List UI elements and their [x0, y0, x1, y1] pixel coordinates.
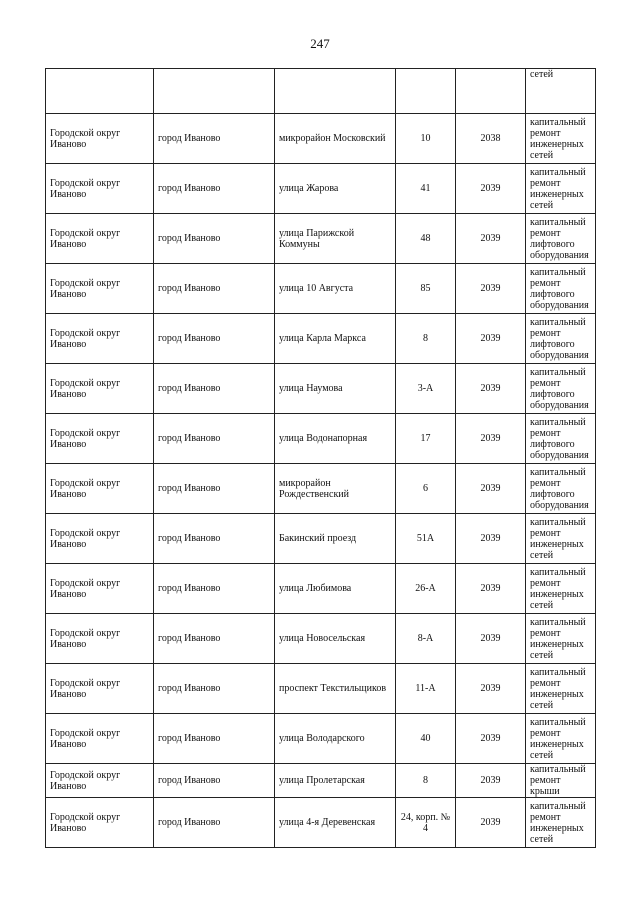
cell-municipality: Городской округ Иваново: [46, 564, 154, 614]
table-row: [46, 164, 596, 214]
cell-work-type: капитальный ремонт лифтового оборудования: [526, 464, 596, 514]
cell-year: 2039: [456, 364, 526, 414]
cell-settlement: город Иваново: [154, 314, 275, 364]
cell-settlement: город Иваново: [154, 614, 275, 664]
cell-house: 11-А: [396, 664, 456, 714]
cell-year: 2039: [456, 614, 526, 664]
cell-year: 2039: [456, 514, 526, 564]
cell-house: 6: [396, 464, 456, 514]
cell-municipality: Городской округ Иваново: [46, 514, 154, 564]
cell-street: проспект Текстильщиков: [275, 664, 396, 714]
cell-street: улица Парижской Коммуны: [275, 214, 396, 264]
cell-municipality: Городской округ Иваново: [46, 614, 154, 664]
cell-settlement: город Иваново: [154, 464, 275, 514]
cell-house: 48: [396, 214, 456, 264]
cell-street: микрорайон Московский: [275, 114, 396, 164]
cell-settlement: город Иваново: [154, 664, 275, 714]
cell-municipality: Городской округ Иваново: [46, 164, 154, 214]
cell-settlement: город Иваново: [154, 564, 275, 614]
cell-municipality: Городской округ Иваново: [46, 798, 154, 848]
table-row: [46, 514, 596, 564]
table-row: [46, 114, 596, 164]
cell-year: 2039: [456, 164, 526, 214]
cell-settlement: город Иваново: [154, 764, 275, 798]
cell-street: микрорайон Рождественский: [275, 464, 396, 514]
table-row: [46, 214, 596, 264]
cell-municipality: Городской округ Иваново: [46, 264, 154, 314]
cell-street: улица Жарова: [275, 164, 396, 214]
table-row: [46, 564, 596, 614]
cell-street: улица 10 Августа: [275, 264, 396, 314]
table-row: [46, 798, 596, 848]
table-row: [46, 614, 596, 664]
table-body: [46, 69, 596, 848]
cell-municipality: Городской округ Иваново: [46, 314, 154, 364]
table-row: [46, 314, 596, 364]
cell-street: Бакинский проезд: [275, 514, 396, 564]
cell-house: 8: [396, 764, 456, 798]
cell-settlement: город Иваново: [154, 264, 275, 314]
cell-year: 2039: [456, 464, 526, 514]
cell-work-type: капитальный ремонт лифтового оборудования: [526, 214, 596, 264]
cell-settlement: город Иваново: [154, 714, 275, 764]
cell-work-type: капитальный ремонт инженерных сетей: [526, 714, 596, 764]
cell-settlement: город Иваново: [154, 364, 275, 414]
table-row: [46, 464, 596, 514]
cell-street: улица Пролетарская: [275, 764, 396, 798]
table-row: [46, 764, 596, 798]
cell-year: 2039: [456, 714, 526, 764]
cell-house: 85: [396, 264, 456, 314]
table-row: [46, 414, 596, 464]
cell-work-type: сетей: [526, 69, 596, 114]
cell-year: 2039: [456, 214, 526, 264]
cell-house: 51А: [396, 514, 456, 564]
table-row: [46, 714, 596, 764]
cell-settlement: город Иваново: [154, 214, 275, 264]
cell-street: улица Володарского: [275, 714, 396, 764]
cell-street: улица 4-я Деревенская: [275, 798, 396, 848]
cell-settlement: город Иваново: [154, 514, 275, 564]
cell-year: 2038: [456, 114, 526, 164]
cell-work-type: капитальный ремонт лифтового оборудования: [526, 414, 596, 464]
cell-year: 2039: [456, 664, 526, 714]
cell-municipality: Городской округ Иваново: [46, 114, 154, 164]
cell-house: [396, 69, 456, 114]
cell-year: 2039: [456, 414, 526, 464]
cell-municipality: Городской округ Иваново: [46, 664, 154, 714]
cell-house: 17: [396, 414, 456, 464]
cell-work-type: капитальный ремонт лифтового оборудования: [526, 364, 596, 414]
cell-work-type: капитальный ремонт инженерных сетей: [526, 664, 596, 714]
cell-year: 2039: [456, 314, 526, 364]
cell-year: 2039: [456, 798, 526, 848]
cell-house: 24, корп. № 4: [396, 798, 456, 848]
cell-settlement: город Иваново: [154, 164, 275, 214]
cell-work-type: капитальный ремонт инженерных сетей: [526, 798, 596, 848]
capital-repair-table: [45, 68, 596, 848]
cell-work-type: капитальный ремонт инженерных сетей: [526, 164, 596, 214]
cell-street: улица Наумова: [275, 364, 396, 414]
table-row: [46, 264, 596, 314]
cell-house: 40: [396, 714, 456, 764]
cell-house: 8-А: [396, 614, 456, 664]
cell-settlement: город Иваново: [154, 114, 275, 164]
cell-street: улица Водонапорная: [275, 414, 396, 464]
cell-work-type: капитальный ремонт инженерных сетей: [526, 114, 596, 164]
table-row: [46, 664, 596, 714]
cell-municipality: Городской округ Иваново: [46, 414, 154, 464]
cell-house: 8: [396, 314, 456, 364]
cell-municipality: Городской округ Иваново: [46, 764, 154, 798]
table-row: [46, 364, 596, 414]
cell-settlement: город Иваново: [154, 414, 275, 464]
cell-year: 2039: [456, 764, 526, 798]
cell-work-type: капитальный ремонт инженерных сетей: [526, 614, 596, 664]
cell-settlement: город Иваново: [154, 798, 275, 848]
cell-year: [456, 69, 526, 114]
cell-work-type: капитальный ремонт лифтового оборудования: [526, 264, 596, 314]
cell-year: 2039: [456, 264, 526, 314]
cell-house: 3-А: [396, 364, 456, 414]
cell-municipality: Городской округ Иваново: [46, 214, 154, 264]
page-number: 247: [310, 36, 330, 51]
cell-municipality: Городской округ Иваново: [46, 464, 154, 514]
cell-work-type: капитальный ремонт лифтового оборудования: [526, 314, 596, 364]
cell-house: 26-А: [396, 564, 456, 614]
cell-work-type: капитальный ремонт инженерных сетей: [526, 514, 596, 564]
cell-work-type: капитальный ремонт инженерных сетей: [526, 564, 596, 614]
cell-street: [275, 69, 396, 114]
cell-municipality: Городской округ Иваново: [46, 714, 154, 764]
cell-municipality: Городской округ Иваново: [46, 364, 154, 414]
table-row-continued: [46, 69, 596, 114]
cell-street: улица Новосельская: [275, 614, 396, 664]
cell-settlement: [154, 69, 275, 114]
cell-work-type: капитальный ремонт крыши: [526, 764, 596, 798]
cell-municipality: [46, 69, 154, 114]
cell-house: 10: [396, 114, 456, 164]
cell-street: улица Карла Маркса: [275, 314, 396, 364]
cell-house: 41: [396, 164, 456, 214]
cell-year: 2039: [456, 564, 526, 614]
cell-street: улица Любимова: [275, 564, 396, 614]
